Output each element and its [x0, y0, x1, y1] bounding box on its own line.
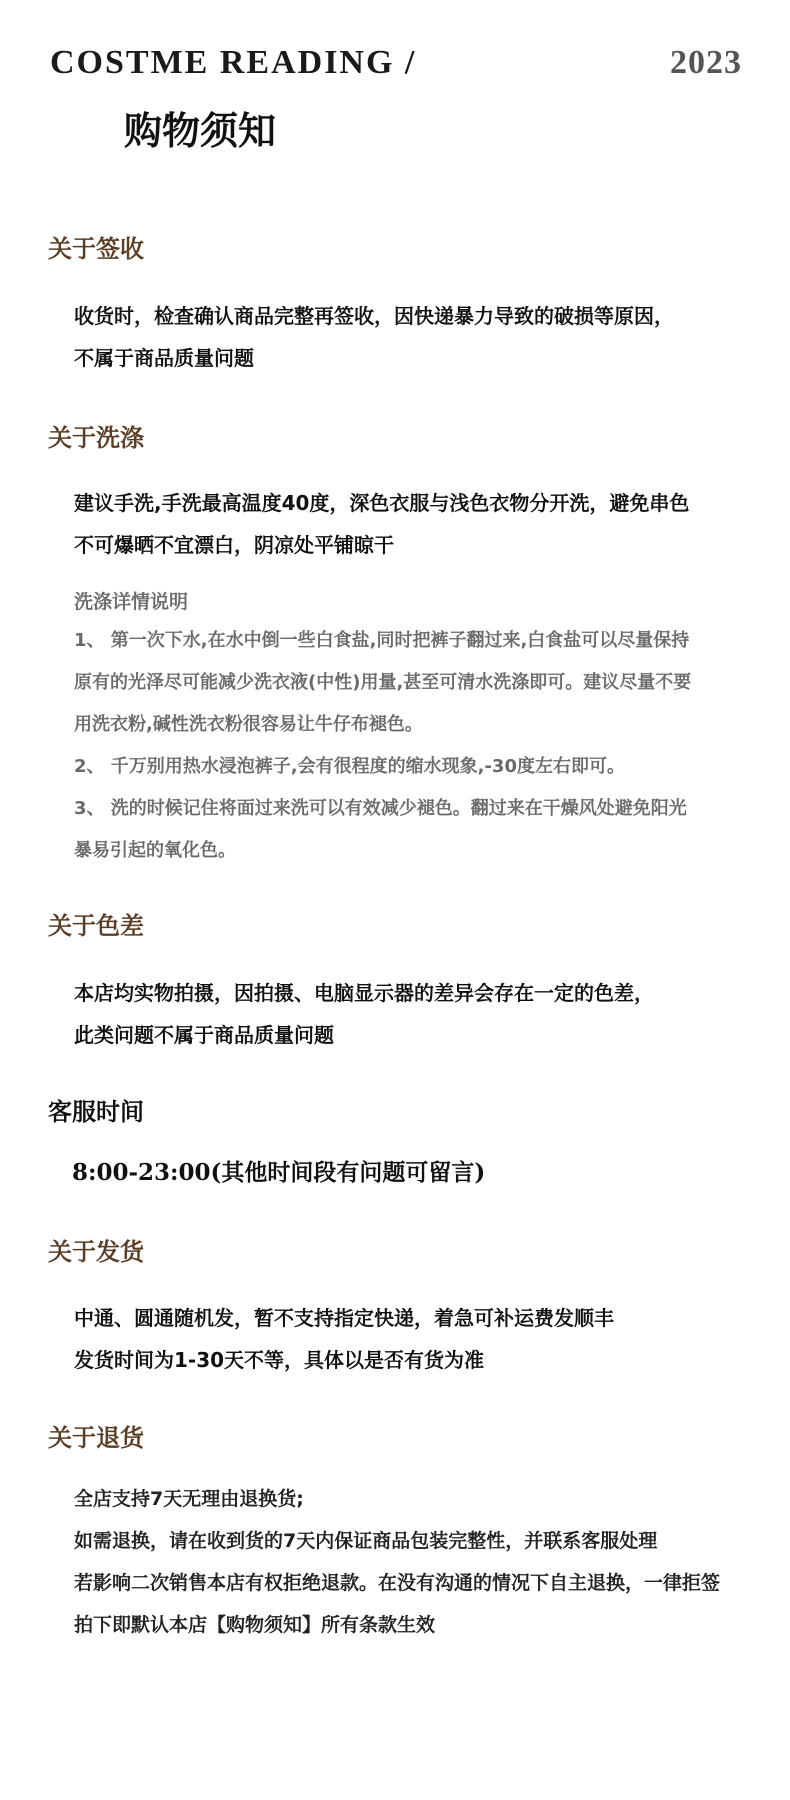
section-title-washing: 关于洗涤	[48, 424, 144, 452]
service-hours: 8:00-23:00(其他时间段有问题可留言)	[72, 1159, 486, 1186]
receipt-line: 不属于商品质量问题	[74, 346, 254, 370]
washing-text	[74, 482, 689, 566]
year-label: 2023	[670, 44, 742, 81]
washing-detail-line: 2、 千万别用热水浸泡裤子,会有很程度的缩水现象,-30度左右即可。	[74, 756, 625, 777]
section-title-returns: 关于退货	[48, 1424, 144, 1452]
washing-detail-line: 原有的光泽尽可能减少洗衣液(中性)用量,甚至可清水洗涤即可。建议尽量不要	[74, 672, 692, 693]
washing-line: 建议手洗,手洗最高温度40度，深色衣服与浅色衣物分开洗，避免串色	[74, 491, 690, 515]
washing-detail-line: 用洗衣粉,碱性洗衣粉很容易让牛仔布褪色。	[74, 714, 423, 735]
shipping-text	[74, 1297, 614, 1381]
section-title-shipping: 关于发货	[48, 1238, 144, 1266]
shipping-line: 中通、圆通随机发，暂不支持指定快递，着急可补运费发顺丰	[74, 1306, 614, 1330]
receipt-text	[74, 295, 674, 379]
returns-text	[74, 1478, 720, 1646]
color-line: 此类问题不属于商品质量问题	[74, 1023, 334, 1047]
washing-detail-line: 暴易引起的氧化色。	[74, 840, 236, 861]
shipping-line: 发货时间为1-30天不等，具体以是否有货为准	[74, 1348, 485, 1372]
washing-detail-line: 3、 洗的时候记住将面过来洗可以有效减少褪色。翻过来在干燥风处避免阳光	[74, 798, 687, 819]
section-title-color: 关于色差	[48, 912, 144, 940]
washing-detail-line: 1、 第一次下水,在水中倒一些白食盐,同时把裤子翻过来,白食盐可以尽量保持	[74, 630, 690, 651]
washing-line: 不可爆晒不宜漂白，阴凉处平铺晾干	[74, 533, 394, 557]
returns-line: 如需退换，请在收到货的7天内保证商品包装完整性，并联系客服处理	[74, 1530, 658, 1552]
returns-line: 全店支持7天无理由退换货;	[74, 1488, 304, 1510]
receipt-line: 收货时，检查确认商品完整再签收，因快递暴力导致的破损等原因，	[74, 304, 674, 328]
color-line: 本店均实物拍摄，因拍摄、电脑显示器的差异会存在一定的色差，	[74, 981, 654, 1005]
page-title: 购物须知	[124, 109, 277, 153]
returns-line: 拍下即默认本店【购物须知】所有条款生效	[74, 1614, 436, 1636]
brand-title: COSTME READING /	[50, 44, 417, 81]
washing-details	[74, 620, 691, 872]
washing-details-heading: 洗涤详情说明	[74, 591, 189, 613]
section-title-receipt: 关于签收	[48, 235, 144, 263]
returns-line: 若影响二次销售本店有权拒绝退款。在没有沟通的情况下自主退换，一律拒签	[74, 1572, 721, 1594]
section-title-service: 客服时间	[48, 1098, 144, 1126]
color-text	[74, 972, 654, 1056]
